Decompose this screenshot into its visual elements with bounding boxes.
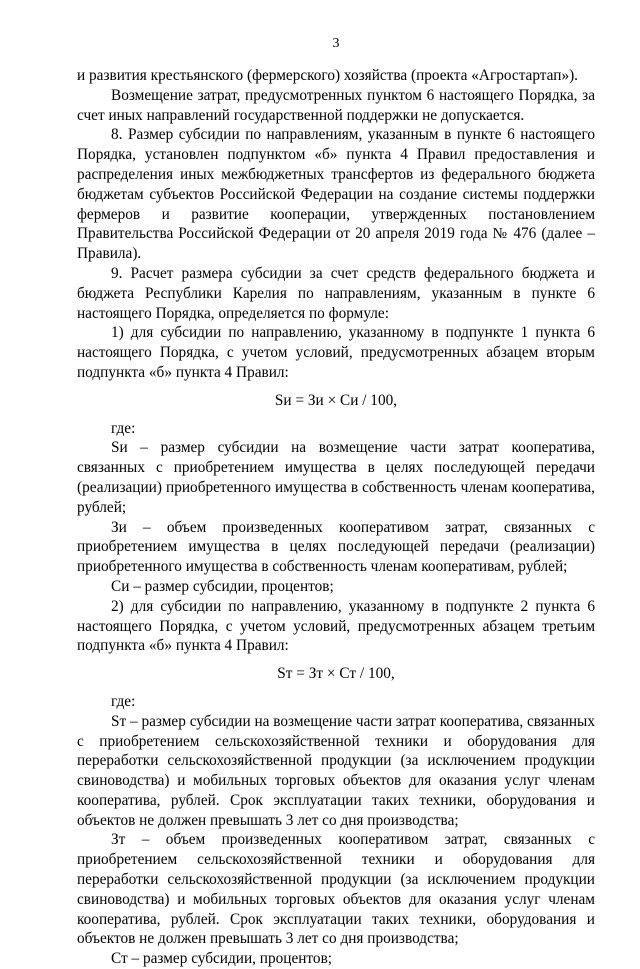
definition: Ст – размер субсидии, процентов; [111,950,333,968]
definition: Зи – объем произведенных кооперативом затрат, связанных с приобретением имущества в целях последующей передачи (реализации) приобретенного имущества в собственность членам кооперативам, рублей; [77,518,595,576]
formula: Sт = Зт × Ст / 100, [277,665,395,683]
document-body [77,66,595,969]
paragraph: Возмещение затрат, предусмотренных пунктом 6 настоящего Порядка, за счет иных направлений государственной поддержки не допускается. [77,86,595,124]
page-number: 3 [332,36,340,51]
paragraph: 9. Расчет размера субсидии за счет средств федерального бюджета и бюджета Республики Карелия по направлениям, указанным в пункте 6 настоящего Порядка, определяется по формуле: [77,264,595,322]
definition: Зт – объем произведенных кооперативом затрат, связанных с приобретением сельскохозяйственной техники и оборудования для переработки сельскохозяйственной продукции (за исключением продукции свиноводства) и мобильных торговых объектов для оказания услуг членам кооператива, рублей. Срок эксплуатации таких техники, оборудования и объектов не должен превышать 3 лет со дня производства; [77,831,595,948]
formula: Sи = Зи × Си / 100, [274,391,398,409]
paragraph: 2) для субсидии по направлению, указанному в подпункте 2 пункта 6 настоящего Порядка, с учетом условий, предусмотренных абзацем третьим подпункта «б» пункта 4 Правил: [77,597,595,655]
where-label: где: [111,692,136,710]
paragraph: 8. Размер субсидии по направлениям, указанным в пункте 6 настоящего Порядка, установлен подпунктом «б» пункта 4 Правил предоставления и распределения иных межбюджетных трансфертов из федерального бюджета бюджетам субъектов Российской Федерации на создание системы поддержки фермеров и развитие кооперации, утвержденных постановлением Правительства Российской Федерации от 20 апреля 2019 года № 476 (далее – Правила). [77,126,595,263]
definition: Sи – размер субсидии на возмещение части затрат кооператива, связанных с приобретением имущества в целях последующей передачи (реализации) приобретенного имущества в собственность членам кооператива, рублей; [77,439,595,516]
definition: Си – размер субсидии, процентов; [111,577,334,595]
where-label: где: [111,419,136,437]
paragraph: и развития крестьянского (фермерского) хозяйства (проекта «Агростартап»). [77,67,579,84]
paragraph: 1) для субсидии по направлению, указанному в подпункте 1 пункта 6 настоящего Порядка, с учетом условий, предусмотренных абзацем вторым подпункта «б» пункта 4 Правил: [77,324,595,381]
definition: Sт – размер субсидии на возмещение части затрат кооператива, связанных с приобретением сельскохозяйственной техники и оборудования для переработки сельскохозяйственной продукции (за исключением продукции свиноводства) и мобильных торговых объектов для оказания услуг членам кооператива, рублей. Срок эксплуатации таких техники, оборудования и объектов не должен превышать 3 лет со дня производства; [77,712,595,829]
